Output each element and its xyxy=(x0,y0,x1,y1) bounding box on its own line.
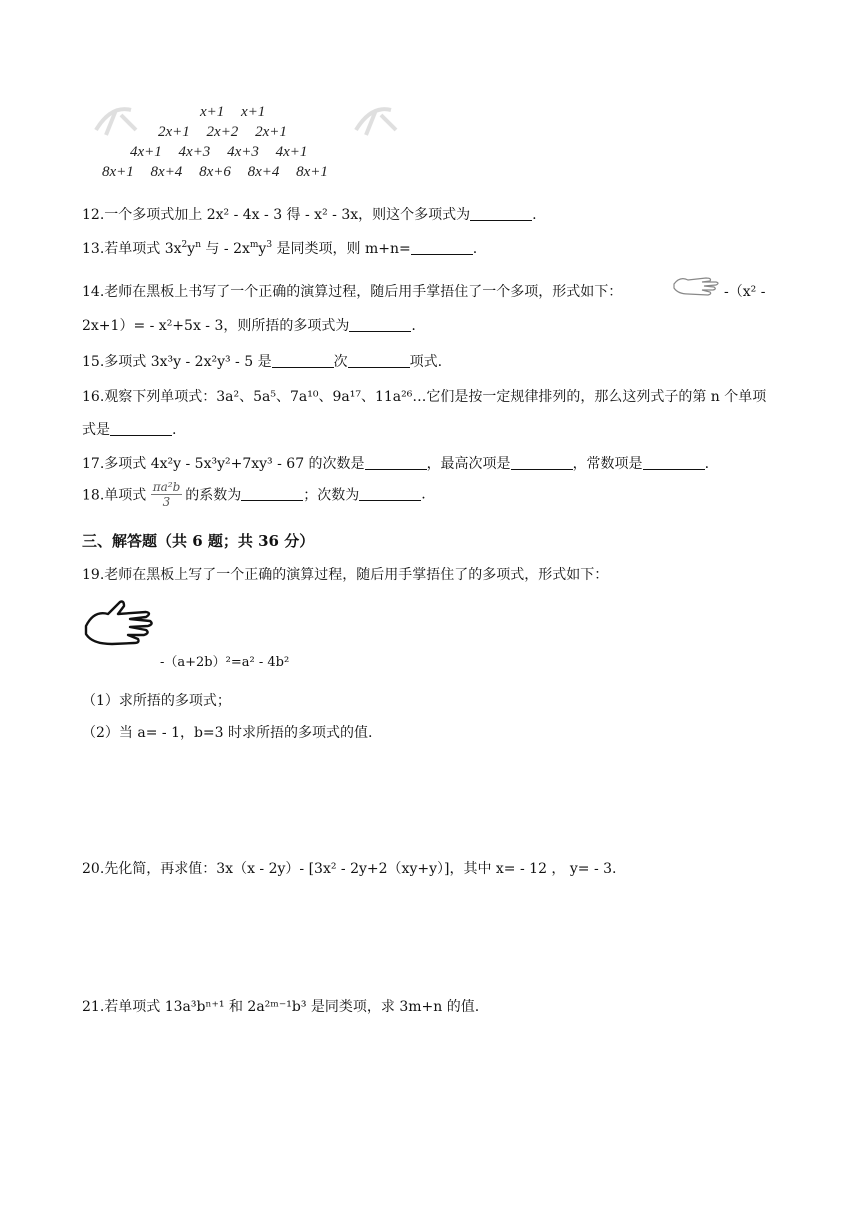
question-19 xyxy=(82,564,608,584)
triangle-cell: 4x+3 xyxy=(227,144,259,160)
question-14-tail xyxy=(724,281,765,301)
exponent: m xyxy=(249,240,259,250)
q18-part: 的系数为 xyxy=(185,487,242,504)
q13-part: y xyxy=(258,241,267,257)
triangle-cell: 8x+6 xyxy=(199,164,231,180)
punctuation: . xyxy=(172,422,177,438)
question-14-line-2 xyxy=(82,315,416,335)
q18-part: 18.单项式 xyxy=(82,487,147,504)
answer-blank[interactable] xyxy=(411,242,473,255)
question-14-text: 14.老师在黑板上书写了一个正确的演算过程，随后用手掌捂住了一个多项，形式如下： xyxy=(82,284,623,300)
triangle-cell: x+1 xyxy=(241,104,266,120)
q15-part: 15.多项式 3x³y - 2x²y³ - 5 是 xyxy=(82,354,272,370)
question-16-text-2: 式是 xyxy=(82,422,110,438)
answer-blank[interactable] xyxy=(365,457,427,470)
q15-part: 项式. xyxy=(409,354,443,370)
triangle-cell: 8x+1 xyxy=(102,164,134,180)
answer-blank[interactable] xyxy=(359,488,421,501)
question-20: 20.先化简，再求值：3x（x - 2y）- [3x² - 2y+2（xy+y）]，其中 x= - 12 ， y= - 3. xyxy=(82,861,617,877)
answer-blank[interactable] xyxy=(349,319,411,332)
exponent: 3 xyxy=(266,240,273,250)
triangle-row-4 xyxy=(102,164,341,181)
triangle-cell: 8x+4 xyxy=(150,164,183,180)
triangle-cell: 8x+4 xyxy=(247,164,280,180)
punctuation: . xyxy=(421,486,426,503)
q17-part: 17.多项式 4x²y - 5x³y²+7xy³ - 67 的次数是 xyxy=(82,456,365,472)
q15-part: 次 xyxy=(333,354,348,370)
triangle-cell: x+1 xyxy=(200,104,225,120)
triangle-cell: 2x+1 xyxy=(158,124,190,140)
fraction-image xyxy=(151,480,183,509)
q13-part: 与 - 2x xyxy=(200,241,250,257)
question-19-part-2: （2）当 a= - 1，b=3 时求所捂的多项式的值. xyxy=(82,725,373,741)
runner-watermark-icon xyxy=(86,100,146,145)
question-12 xyxy=(82,204,537,224)
fraction-denominator: 3 xyxy=(162,495,171,509)
question-19-equation: -（a+2b）²=a² - 4b² xyxy=(160,655,290,670)
answer-blank[interactable] xyxy=(348,355,410,368)
punctuation: . xyxy=(472,241,478,257)
q17-part: ，最高次项是 xyxy=(426,456,511,472)
triangle-cell: 4x+3 xyxy=(178,144,211,160)
question-14-tail-text: -（x² - xyxy=(724,284,766,300)
answer-blank[interactable] xyxy=(470,208,532,221)
question-16-line-1 xyxy=(82,386,766,406)
question-19-part-1: （1）求所捂的多项式； xyxy=(82,693,231,709)
question-13 xyxy=(82,238,477,258)
triangle-row-1 xyxy=(200,104,278,121)
triangle-cell: 2x+1 xyxy=(255,124,287,140)
punctuation: . xyxy=(411,318,416,334)
question-14-text-2: 2x+1）= - x²+5x - 3，则所捂的多项式为 xyxy=(82,318,350,334)
q17-part: ，常数项是 xyxy=(572,456,643,472)
exponent: 2 xyxy=(181,240,188,250)
q13-part: 是同类项，则 m+n= xyxy=(272,241,411,257)
answer-blank[interactable] xyxy=(241,488,303,501)
answer-blank[interactable] xyxy=(643,457,705,470)
punctuation: . xyxy=(532,207,537,223)
runner-watermark-icon xyxy=(346,100,406,145)
punctuation: . xyxy=(704,456,710,472)
question-18 xyxy=(82,480,426,509)
question-16-text: 16.观察下列单项式：3a²、5a⁵、7a¹⁰、9a¹⁷、11a²⁶…它们是按一定规律排列的，那么这列式子的第 n 个单项 xyxy=(82,389,767,405)
triangle-cell: 4x+1 xyxy=(130,144,162,160)
triangle-cell: 4x+1 xyxy=(275,144,308,160)
question-17 xyxy=(82,453,709,473)
section-heading: 三、解答题（共 6 题；共 36 分） xyxy=(82,532,315,550)
exponent: n xyxy=(195,240,201,250)
answer-blank[interactable] xyxy=(110,423,172,436)
question-16-line-2 xyxy=(82,419,176,439)
q18-part: ；次数为 xyxy=(303,487,360,504)
q13-part: y xyxy=(187,241,196,257)
fraction-numerator: πa²b xyxy=(152,480,181,494)
triangle-cell: 8x+1 xyxy=(296,164,328,180)
q13-part: 13.若单项式 3x xyxy=(82,241,182,257)
answer-blank[interactable] xyxy=(511,457,573,470)
hand-cover-large-icon xyxy=(84,600,156,660)
triangle-cell: 2x+2 xyxy=(206,124,239,140)
question-21: 21.若单项式 13a³bⁿ⁺¹ 和 2a²ᵐ⁻¹b³ 是同类项，求 3m+n 的值. xyxy=(82,999,480,1015)
question-19-stem: 19.老师在黑板上写了一个正确的演算过程，随后用手掌捂住了的多项式，形式如下： xyxy=(82,567,609,583)
hand-cover-icon xyxy=(672,272,722,302)
question-14-line-1 xyxy=(82,281,622,301)
question-12-text: 12.一个多项式加上 2x² - 4x - 3 得 - x² - 3x，则这个多项式为 xyxy=(82,207,471,223)
answer-blank[interactable] xyxy=(272,355,334,368)
question-15 xyxy=(82,351,442,371)
triangle-row-2 xyxy=(158,124,300,141)
polynomial-triangle-figure xyxy=(96,100,396,185)
triangle-row-3 xyxy=(130,144,320,161)
